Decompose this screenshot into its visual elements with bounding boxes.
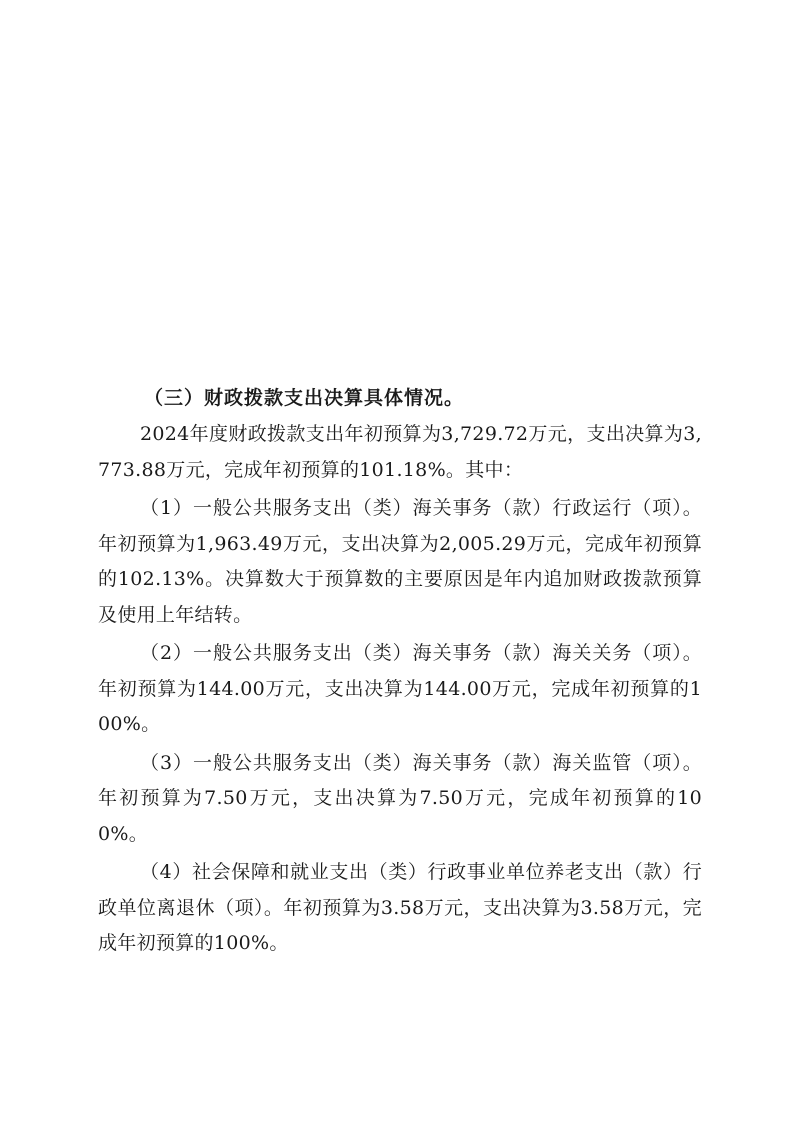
- paragraph-item-3: （3）一般公共服务支出（类）海关事务（款）海关监管（项）。年初预算为7.50万元，支出决算为7.50万元，完成年初预算的100%。: [98, 751, 702, 845]
- section-heading: （三）财政拨款支出决算具体情况。: [144, 387, 465, 409]
- paragraph-summary: 2024年度财政拨款支出年初预算为3,729.72万元，支出决算为3,773.88万元，完成年初预算的101.18%。其中：: [98, 423, 702, 481]
- paragraph-item-4: （4）社会保障和就业支出（类）行政事业单位养老支出（款）行政单位离退休（项）。年初预算为3.58万元，支出决算为3.58万元，完成年初预算的100%。: [98, 861, 702, 954]
- paragraph-item-1: （1）一般公共服务支出（类）海关事务（款）行政运行（项）。年初预算为1,963.49万元，支出决算为2,005.29万元，完成年初预算的102.13%。决算数大于预算数的主要原因是年内追加财政拨款预算及使用上年结转。: [98, 497, 702, 626]
- paragraph-item-2: （2）一般公共服务支出（类）海关事务（款）海关关务（项）。年初预算为144.00万元，支出决算为144.00万元，完成年初预算的100%。: [98, 642, 702, 735]
- document-body: [98, 379, 702, 962]
